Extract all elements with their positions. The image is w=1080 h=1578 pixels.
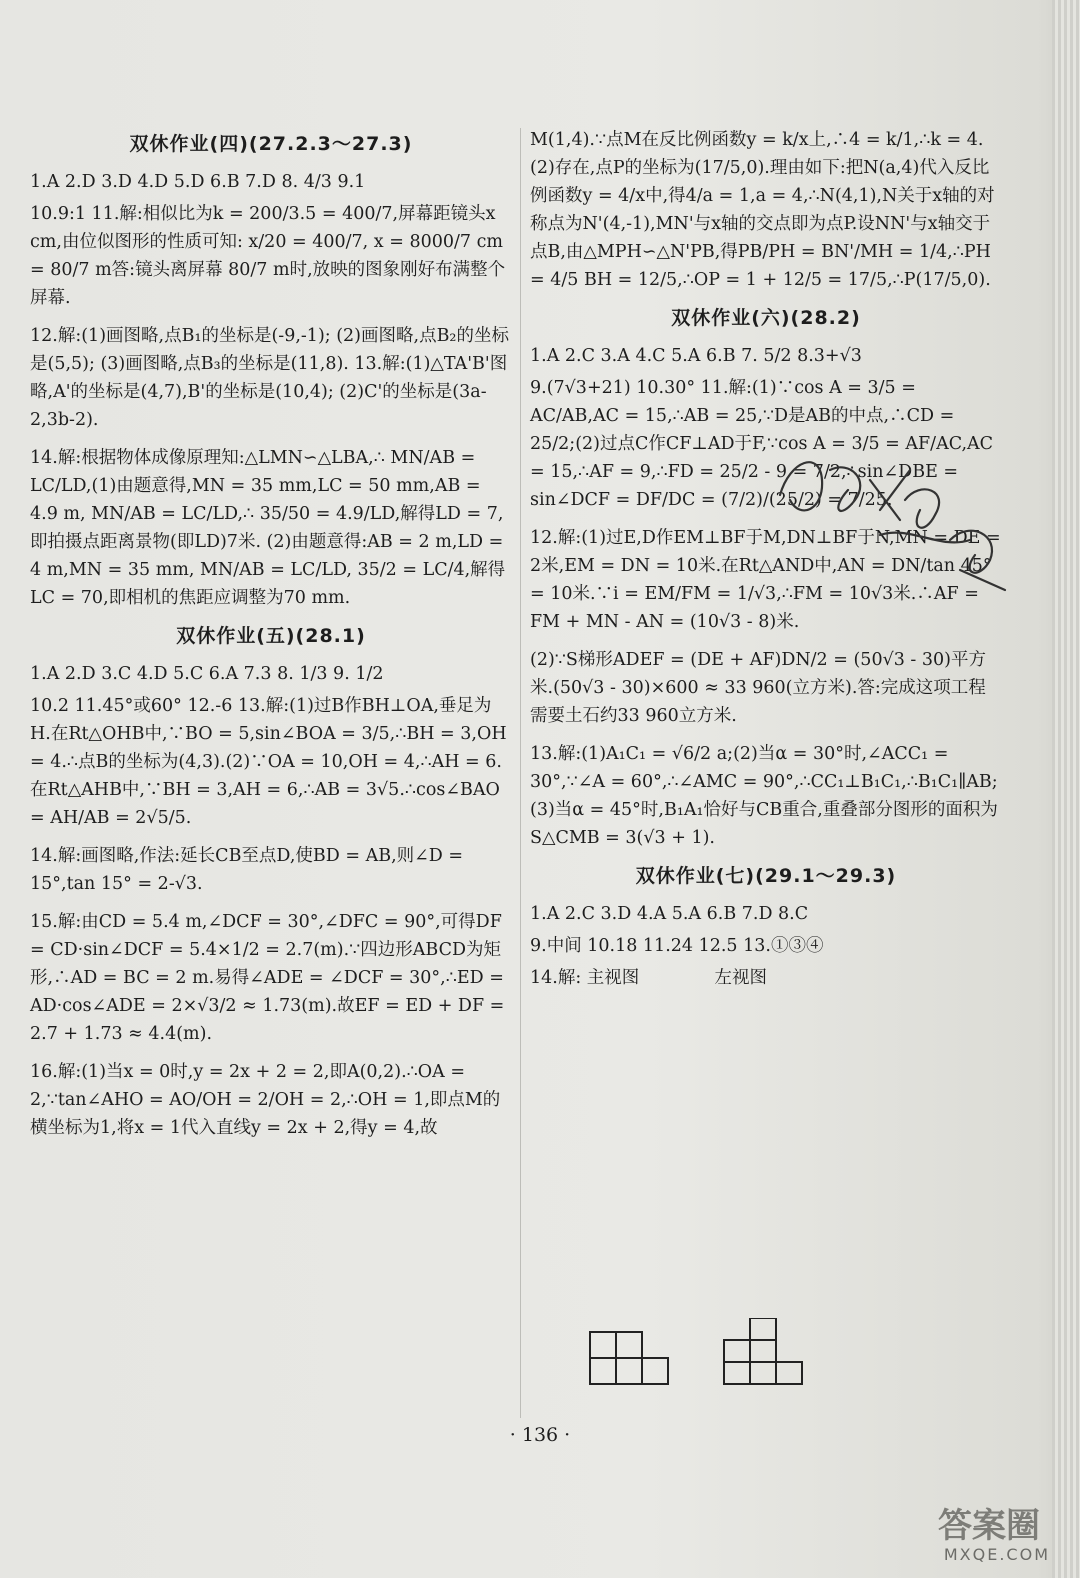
answers-4-q14: 14.解:根据物体成像原理知:△LMN∽△LBA,∴ MN/AB = LC/LD,(1)由题意得,MN = 35 mm,LC = 50 mm,AB = 4.9 m, MN/AB = LC/LD,∴ 35/50 = 4.9/LD,解得LD = 7,即拍摄点距离景物(即LD)7米. (2)由题意得:AB = 2 m,LD = 4 m,MN = 35 mm, MN/AB = LC/LD, 35/2 = LC/4,解得LC = 70,即相机的焦距应调整为70 mm. [30, 448, 506, 608]
answers-7-q14-label [530, 964, 1002, 992]
right-column [530, 126, 1002, 996]
answers-7-fill: 9.中间 10.18 11.24 12.5 13.①③④ [530, 936, 824, 956]
answers-4-choice: 1.A 2.D 3.D 4.D 5.D 6.B 7.D 8. 4/3 9.1 [30, 172, 366, 192]
side-view-label: 左视图 [714, 968, 767, 988]
section-title-5: 双休作业(五)(28.1) [176, 625, 366, 647]
answers-5-q15: 15.解:由CD = 5.4 m,∠DCF = 30°,∠DFC = 90°,可得DF = CD·sin∠DCF = 5.4×1/2 = 2.7(m).∵四边形ABCD为矩形,∴AD = BC = 2 m.易得∠ADE = ∠DCF = 30°,∴ED = AD·cos∠ADE = 2×√3/2 ≈ 1.73(m).故EF = ED + DF = 2.7 + 1.73 ≈ 4.4(m). [30, 912, 505, 1044]
answers-7-choice: 1.A 2.C 3.D 4.A 5.A 6.B 7.D 8.C [530, 904, 809, 924]
answers-6-choice: 1.A 2.C 3.A 4.C 5.A 6.B 7. 5/2 8.3+√3 [530, 346, 862, 366]
page-edge [1052, 0, 1080, 1578]
answers-5-q16-continued: M(1,4).∵点M在反比例函数y = k/x上,∴4 = k/1,∴k = 4.(2)存在,点P的坐标为(17/5,0).理由如下:把N(a,4)代入反比例函数y = 4/x中,得4/a = 1,a = 4,∴N(4,1),N关于x轴的对称点为N'(4,-1),MN'与x轴的交点即为点P.设NN'与x轴交于点B,由△MPH∽△N'PB,得PB/PH = BN'/MH = 1/4,∴PH = 4/5 BH = 12/5,∴OP = 1 + 12/5 = 17/5,∴P(17/5,0). [530, 130, 995, 290]
answers-5-q10-13: 10.2 11.45°或60° 12.-6 13.解:(1)过B作BH⊥OA,垂足为H.在Rt△OHB中,∵BO = 5,sin∠BOA = 3/5,∴BH = 3,OH = 4.∴点B的坐标为(4,3).(2)∵OA = 10,OH = 4,∴AH = 6.在Rt△AHB中,∵BH = 3,AH = 6,∴AB = 3√5.∴cos∠BAO = AH/AB = 2√5/5. [30, 696, 507, 828]
answers-5-choice: 1.A 2.D 3.C 4.D 5.C 6.A 7.3 8. 1/3 9. 1/2 [30, 664, 384, 684]
front-view-figure [590, 1332, 668, 1384]
answers-4-q10-11: 10.9:1 11.解:相似比为k = 200/3.5 = 400/7,屏幕距镜头x cm,由位似图形的性质可知: x/20 = 400/7, x = 8000/7 cm = 80/7 m答:镜头离屏幕 80/7 m时,放映的图象刚好布满整个屏幕. [30, 204, 506, 308]
front-view-label: 14.解: 主视图 [530, 968, 640, 988]
answers-6-q12-part2: (2)∵S梯形ADEF = (DE + AF)DN/2 = (50√3 - 30)平方米.(50√3 - 30)×600 ≈ 33 960(立方米).答:完成这项工程需要土石约33 960立方米. [530, 650, 986, 726]
watermark-mark: 答案圈 [938, 1506, 1040, 1546]
three-view-figures [588, 1318, 848, 1413]
page-number: · 136 · [509, 1424, 571, 1446]
watermark-logo [884, 1494, 1064, 1570]
side-view-figure [724, 1318, 802, 1384]
left-column [30, 126, 512, 1152]
section-title-4: 双休作业(四)(27.2.3～27.3) [129, 133, 413, 155]
answers-6-q12: 12.解:(1)过E,D作EM⊥BF于M,DN⊥BF于N,MN = DE = 2米,EM = DN = 10米.在Rt△AND中,AN = DN/tan 45° = 10米.∵i = EM/FM = 1/√3,∴FM = 10√3米.∴AF = FM + MN - AN = (10√3 - 8)米. [530, 528, 1001, 632]
answers-6-q9-11: 9.(7√3+21) 10.30° 11.解:(1)∵cos A = 3/5 = AC/AB,AC = 15,∴AB = 25,∵D是AB的中点,∴CD = 25/2;(2)过点C作CF⊥AD于F,∵cos A = 3/5 = AF/AC,AC = 15,∴AF = 9,∴FD = 25/2 - 9 = 7/2,∴sin∠DBE = sin∠DCF = DF/DC = (7/2)/(25/2) = 7/25. [530, 378, 994, 510]
section-title-6: 双休作业(六)(28.2) [671, 307, 861, 329]
answers-5-q14: 14.解:画图略,作法:延长CB至点D,使BD = AB,则∠D = 15°,tan 15° = 2-√3. [30, 846, 464, 894]
answers-5-q16: 16.解:(1)当x = 0时,y = 2x + 2 = 2,即A(0,2).∴OA = 2,∵tan∠AHO = AO/OH = 2/OH = 2,∴OH = 1,即点M的横坐标为1,将x = 1代入直线y = 2x + 2,得y = 4,故 [30, 1062, 501, 1138]
answers-4-q12-13: 12.解:(1)画图略,点B₁的坐标是(-9,-1); (2)画图略,点B₂的坐标是(5,5); (3)画图略,点B₃的坐标是(11,8). 13.解:(1)△TA'B'图略,A'的坐标是(4,7),B'的坐标是(10,4); (2)C'的坐标是(3a-2,3b-2). [30, 326, 509, 430]
section-title-7: 双休作业(七)(29.1～29.3) [635, 865, 897, 887]
answers-6-q13: 13.解:(1)A₁C₁ = √6/2 a;(2)当α = 30°时,∠ACC₁ = 30°,∵∠A = 60°,∴∠AMC = 90°,∴CC₁⊥B₁C₁,∴B₁C₁∥AB;(3)当α = 45°时,B₁A₁恰好与CB重合,重叠部分图形的面积为S△CMB = 3(√3 + 1). [530, 744, 998, 848]
watermark-text: MXQE.COM [943, 1545, 1050, 1564]
column-divider [520, 128, 521, 1418]
